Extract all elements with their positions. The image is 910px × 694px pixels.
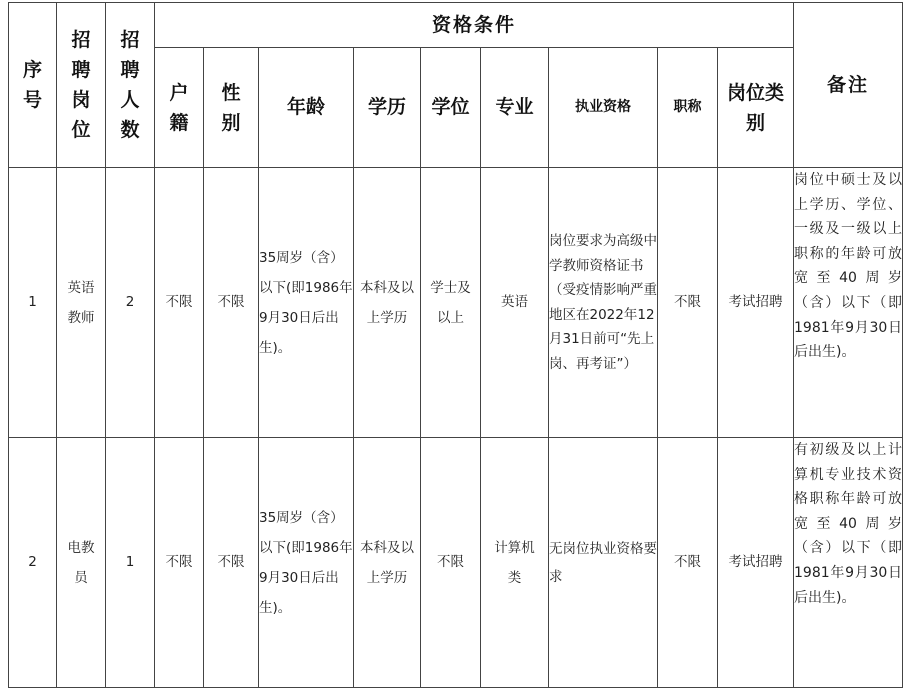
header-post-type: 岗位类别 <box>718 48 794 168</box>
header-seq: 序号 <box>9 3 57 168</box>
header-license: 执业资格 <box>549 48 658 168</box>
cell-count: 2 <box>106 168 155 438</box>
cell-age: 35周岁（含）以下(即1986年9月30日后出生)。 <box>259 168 354 438</box>
recruitment-table <box>8 2 903 688</box>
cell-position: 英语教师 <box>57 168 106 438</box>
cell-education: 本科及以上学历 <box>354 438 421 688</box>
table-row <box>9 168 903 438</box>
header-degree: 学位 <box>421 48 481 168</box>
header-education: 学历 <box>354 48 421 168</box>
cell-major: 英语 <box>481 168 549 438</box>
header-hukou: 户籍 <box>155 48 204 168</box>
header-count: 招聘人数 <box>106 3 155 168</box>
cell-gender: 不限 <box>204 168 259 438</box>
cell-hukou: 不限 <box>155 168 204 438</box>
cell-title: 不限 <box>658 438 718 688</box>
cell-post-type: 考试招聘 <box>718 168 794 438</box>
header-major: 专业 <box>481 48 549 168</box>
cell-age: 35周岁（含）以下(即1986年9月30日后出生)。 <box>259 438 354 688</box>
cell-seq: 2 <box>9 438 57 688</box>
cell-post-type: 考试招聘 <box>718 438 794 688</box>
cell-education: 本科及以上学历 <box>354 168 421 438</box>
header-position: 招聘岗位 <box>57 3 106 168</box>
cell-degree: 学士及以上 <box>421 168 481 438</box>
cell-hukou: 不限 <box>155 438 204 688</box>
header-gender: 性别 <box>204 48 259 168</box>
cell-count: 1 <box>106 438 155 688</box>
cell-major: 计算机类 <box>481 438 549 688</box>
cell-license: 无岗位执业资格要求 <box>549 438 658 688</box>
cell-position: 电教员 <box>57 438 106 688</box>
table-row <box>9 438 903 688</box>
header-title: 职称 <box>658 48 718 168</box>
header-qualifications: 资格条件 <box>155 3 794 48</box>
cell-degree: 不限 <box>421 438 481 688</box>
cell-title: 不限 <box>658 168 718 438</box>
header-row-1 <box>9 3 903 48</box>
cell-gender: 不限 <box>204 438 259 688</box>
cell-seq: 1 <box>9 168 57 438</box>
cell-remarks: 有初级及以上计算机专业技术资格职称年龄可放宽至40周岁（含）以下（即1981年9月30日后出生)。 <box>794 438 903 688</box>
header-remarks: 备注 <box>794 3 903 168</box>
header-age: 年龄 <box>259 48 354 168</box>
cell-license: 岗位要求为高级中学教师资格证书（受疫情影响严重地区在2022年12月31日前可“先上岗、再考证”） <box>549 168 658 438</box>
cell-remarks: 岗位中硕士及以上学历、学位、一级及一级以上职称的年龄可放宽至40周岁（含）以下（即1981年9月30日后出生)。 <box>794 168 903 438</box>
